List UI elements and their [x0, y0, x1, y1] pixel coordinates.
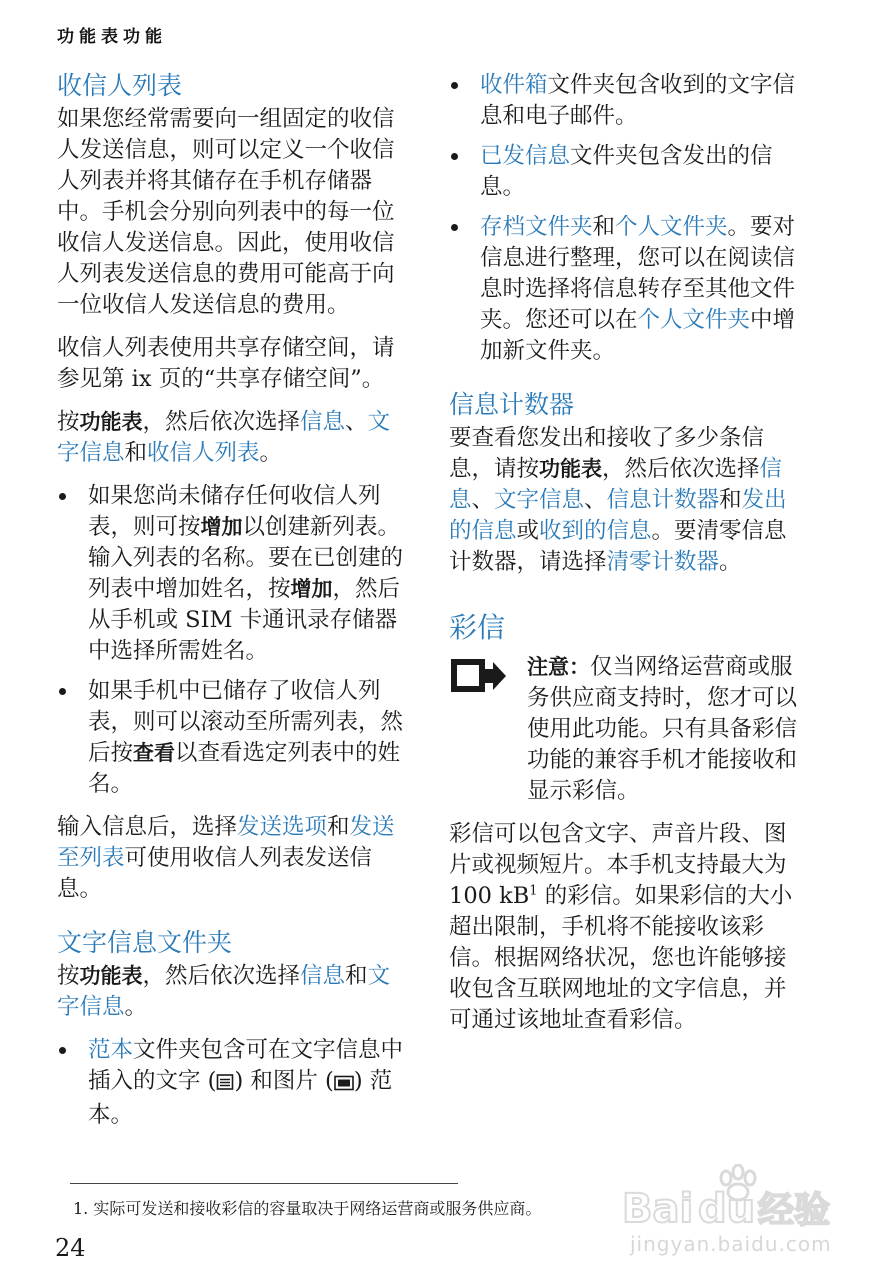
- list-item: 已发信息文件夹包含发出的信息。: [449, 141, 801, 203]
- menu-link-sent-items: 已发信息: [480, 143, 571, 169]
- footnote: 1. 实际可发送和接收彩信的容量取决于网络运营商或服务供应商。: [73, 1199, 542, 1218]
- note-hand-icon: [449, 656, 507, 696]
- message-counter-text: 要查看您发出和接收了多少条信息，请按功能表，然后依次选择信息、文字信息、信息计数器和发出的信息或收到的信息。要清零信息计数器，请选择清零计数器。: [449, 425, 787, 575]
- recipient-list-send: 输入信息后，选择发送选项和发送至列表可使用收信人列表发送信息。: [57, 814, 395, 902]
- menu-link-text-messages: 文字信息: [57, 963, 391, 1020]
- menu-link-text-messages: 文字信息: [494, 487, 585, 513]
- key-label-add: 增加: [290, 577, 333, 601]
- section-title-message-counter: 信息计数器: [449, 390, 575, 419]
- menu-link-inbox: 收件箱: [480, 72, 548, 98]
- footnote-marker: 1: [529, 883, 538, 899]
- menu-key-label: 功能表: [79, 964, 143, 988]
- menu-link-recipient-list: 收信人列表: [147, 440, 260, 466]
- menu-link-templates: 范本: [88, 1037, 134, 1063]
- running-header: 功能表功能: [57, 27, 167, 47]
- menu-link-send-options: 发送选项: [237, 814, 328, 840]
- svg-text:du: du: [698, 1186, 756, 1232]
- note-text: 注意：仅当网络运营商或服务供应商支持时，您才可以使用此功能。只有具备彩信功能的兼容手机才能接收和显示彩信。: [527, 654, 798, 804]
- menu-link-messages: 信息: [300, 409, 346, 435]
- menu-key-label: 功能表: [539, 457, 603, 481]
- key-label-add: 增加: [200, 515, 243, 539]
- note-label: 注意：: [527, 655, 590, 679]
- menu-link-my-folders: 个人文件夹: [615, 214, 728, 240]
- list-item: 范本文件夹包含可在文字信息中插入的文字 ( ) 和图片 ( ) 范本。: [57, 1035, 409, 1131]
- recipient-list-storage-note: 收信人列表使用共享存储空间，请参见第 ix 页的“共享存储空间”。: [57, 335, 395, 392]
- menu-link-text-messages: 文字信息: [57, 409, 391, 466]
- menu-link-messages: 信息: [449, 456, 783, 513]
- right-column: [449, 70, 801, 1048]
- text-folders-path: 按功能表，然后依次选择信息和文字信息。: [57, 963, 391, 1020]
- menu-link-clear-counters: 清零计数器: [606, 549, 720, 575]
- baidu-watermark-logo: [600, 1164, 860, 1234]
- svg-text:经验: 经验: [758, 1190, 831, 1231]
- note-block: [449, 652, 801, 807]
- footnote-divider: [70, 1183, 458, 1184]
- menu-link-received-messages: 收到的信息: [539, 518, 652, 544]
- menu-key-label: 功能表: [79, 410, 143, 434]
- section-title-recipient-list: 收信人列表: [57, 71, 183, 100]
- recipient-list-path: 按功能表，然后依次选择信息、文字信息和收信人列表。: [57, 409, 391, 466]
- svg-text:Bai: Bai: [622, 1186, 694, 1232]
- page-number: 24: [55, 1234, 86, 1262]
- section-title-text-folders: 文字信息文件夹: [57, 928, 233, 957]
- key-label-view: 查看: [133, 741, 176, 765]
- section-title-mms: 彩信: [449, 611, 506, 644]
- menu-link-messages: 信息: [300, 963, 346, 989]
- text-template-icon: [216, 1069, 234, 1100]
- list-item: 存档文件夹和个人文件夹。要对信息进行整理，您可以在阅读信息时选择将信息转存至其他文件夹。您还可以在个人文件夹中增加新文件夹。: [449, 212, 801, 367]
- list-item: 如果您尚未储存任何收信人列表，则可按增加以创建新列表。输入列表的名称。要在已创建的列表中增加姓名，按增加，然后从手机或 SIM 卡通讯录存储器中选择所需姓名。: [57, 481, 409, 667]
- list-item: 如果手机中已储存了收信人列表，则可以滚动至所需列表，然后按查看以查看选定列表中的姓名。: [57, 676, 409, 800]
- watermark-url: jingyan.baidu.com: [630, 1232, 832, 1256]
- list-item: 收件箱文件夹包含收到的文字信息和电子邮件。: [449, 70, 801, 132]
- mms-description: 彩信可以包含文字、声音片段、图片或视频短片。本手机支持最大为 100 $kB^1$ 的彩信。如果彩信的大小超出限制，手机将不能接收该彩信。根据网络状况，您也许能够接收包含互联网地址的文字信息，并可通过该地址查看彩信。: [449, 821, 793, 1033]
- menu-link-send-to-list: 发送至列表: [57, 814, 395, 871]
- menu-link-sent-messages: 发出的信息: [449, 487, 787, 544]
- menu-link-saved-items: 存档文件夹: [480, 214, 593, 240]
- watermark: [600, 1148, 860, 1270]
- left-column: [57, 70, 409, 1143]
- menu-link-my-folders: 个人文件夹: [637, 307, 751, 333]
- folder-bullets: [449, 70, 801, 367]
- menu-link-message-counter: 信息计数器: [606, 487, 720, 513]
- recipient-list-bullets: [57, 481, 409, 800]
- picture-template-icon: [334, 1069, 354, 1100]
- text-folders-bullets: [57, 1035, 409, 1131]
- recipient-list-intro: 如果您经常需要向一组固定的收信人发送信息，则可以定义一个收信人列表并将其储存在手机存储器中。手机会分别向列表中的每一位收信人发送信息。因此，使用收信人列表发送信息的费用可能高于向一位收信人发送信息的费用。: [57, 106, 395, 318]
